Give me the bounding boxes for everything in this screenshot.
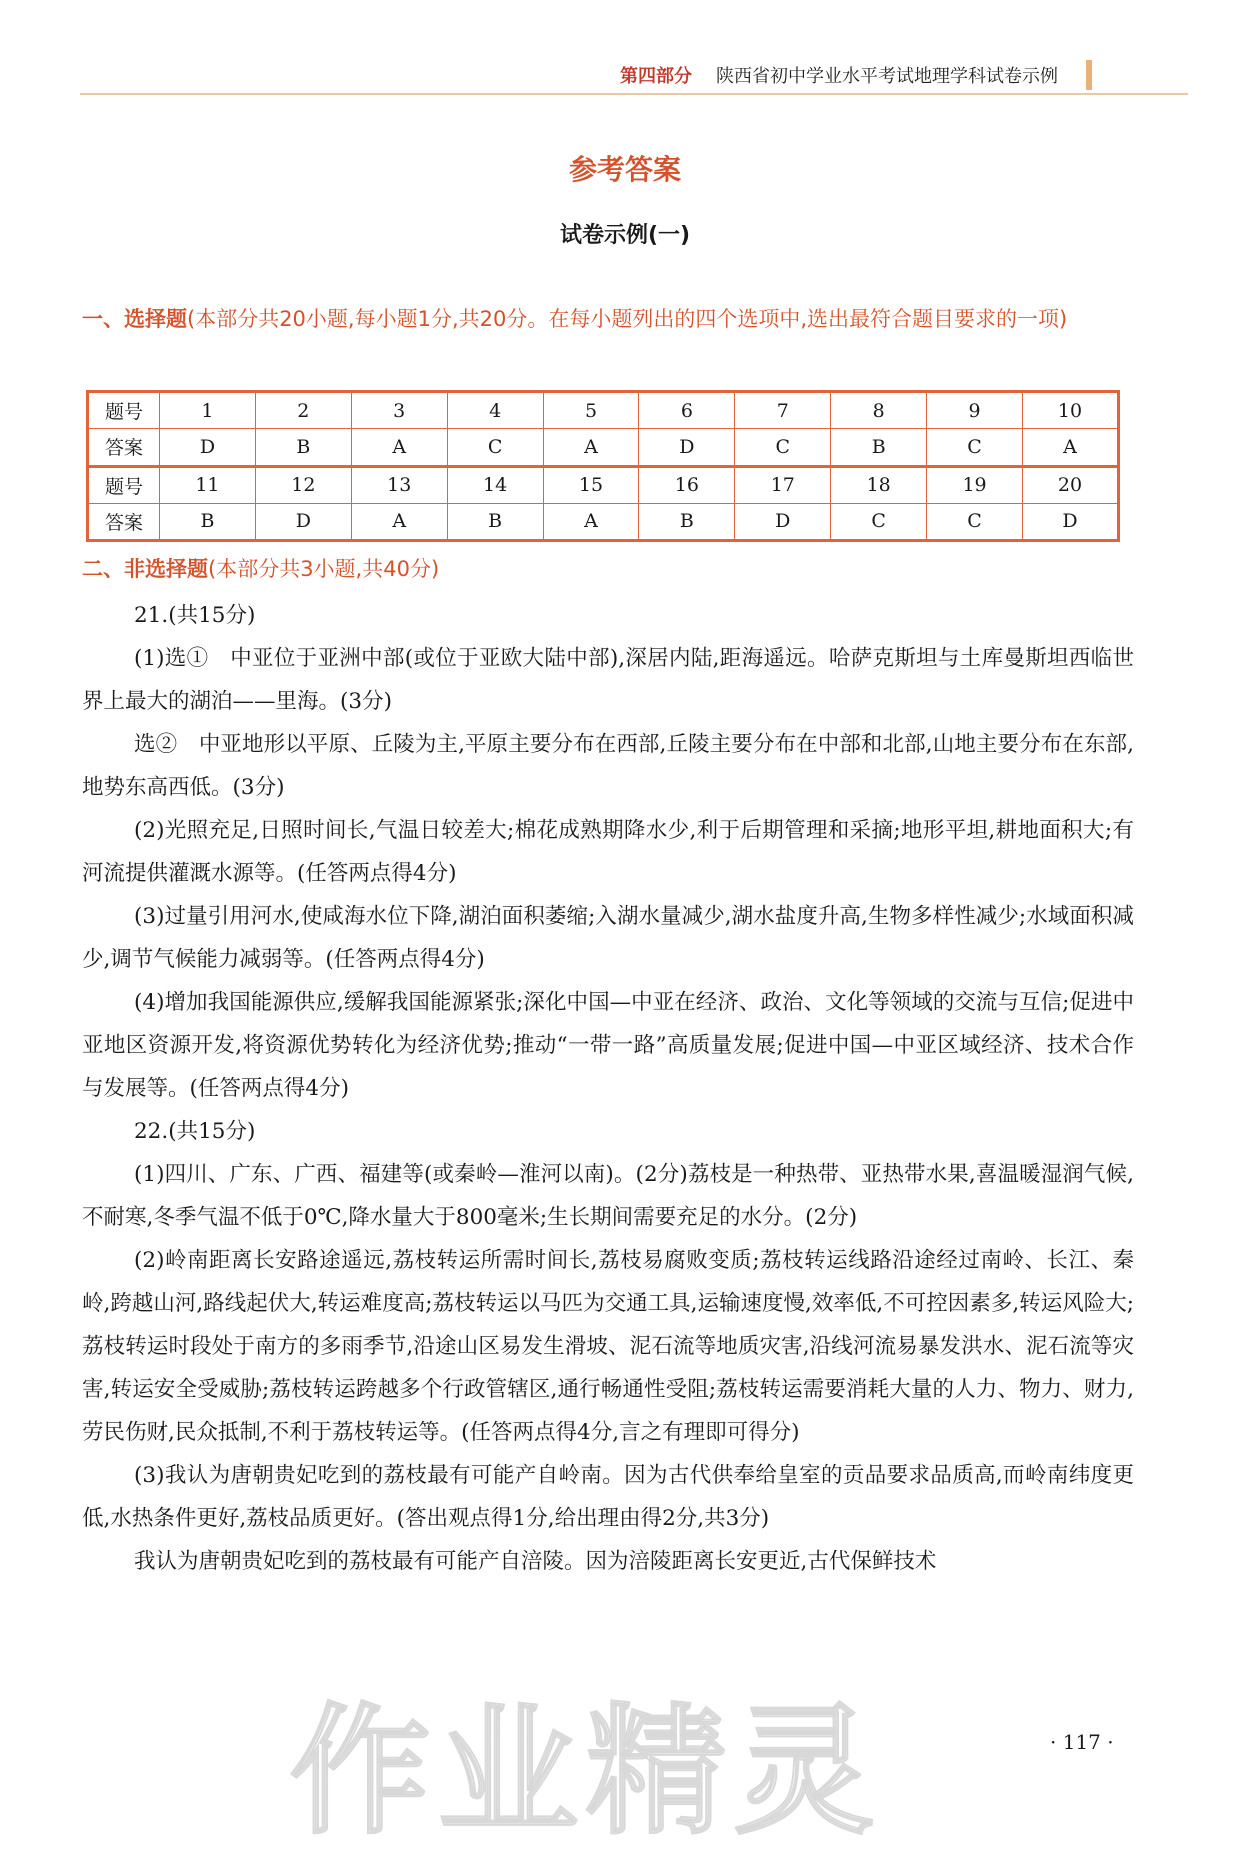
- question-number-cell: 3: [351, 392, 447, 429]
- answer-cell: C: [927, 429, 1023, 466]
- question-number-cell: 14: [447, 466, 543, 503]
- question-number-cell: 11: [160, 466, 256, 503]
- answer-paragraph: (2)岭南距离长安路途遥远,荔枝转运所需时间长,荔枝易腐败变质;荔枝转运线路沿途经过南岭、长江、秦岭,跨越山河,路线起伏大,转运难度高;荔枝转运以马匹为交通工具,运输速度慢,效率低,不可控因素多,转运风险大;荔枝转运时段处于南方的多雨季节,沿途山区易发生滑坡、泥石流等地质灾害,沿线河流易暴发洪水、泥石流等灾害,转运安全受威胁;荔枝转运跨越多个行政管辖区,通行畅通性受阻;荔枝转运需要消耗大量的人力、物力、财力,劳民伤财,民众抵制,不利于荔枝转运等。(任答两点得4分,言之有理即可得分): [82, 1248, 1134, 1445]
- answer-cell: A: [351, 503, 447, 540]
- answer-table: [86, 390, 1120, 542]
- answer-paragraph: (3)过量引用河水,使咸海水位下降,湖泊面积萎缩;入湖水量减少,湖水盐度升高,生物多样性减少;水域面积减少,调节气候能力减弱等。(任答两点得4分): [82, 904, 1134, 972]
- question-number-cell: 20: [1023, 466, 1119, 503]
- row-header-answer: 答案: [88, 503, 160, 540]
- question-number-cell: 8: [831, 392, 927, 429]
- answer-row: [88, 429, 1119, 466]
- answer-cell: B: [639, 503, 735, 540]
- question-number-cell: 10: [1023, 392, 1119, 429]
- answer-cell: A: [543, 429, 639, 466]
- answer-cell: D: [160, 429, 256, 466]
- row-header-number: 题号: [88, 466, 160, 503]
- answer-cell: B: [160, 503, 256, 540]
- question-number-cell: 12: [255, 466, 351, 503]
- page-number: · 117 ·: [1050, 1730, 1114, 1754]
- section1-label: 一、选择题: [82, 307, 187, 331]
- running-header: [620, 60, 1092, 90]
- row-header-number: 题号: [88, 392, 160, 429]
- answer-cell: D: [255, 503, 351, 540]
- question-number-cell: 19: [927, 466, 1023, 503]
- page-subtitle: 试卷示例(一): [559, 223, 691, 248]
- answer-cell: C: [447, 429, 543, 466]
- answer-paragraph: 21.(共15分): [134, 603, 256, 628]
- header-accent-bar: [1086, 60, 1092, 90]
- answer-paragraph: (1)选① 中亚位于亚洲中部(或位于亚欧大陆中部),深居内陆,距海遥远。哈萨克斯坦与土库曼斯坦西临世界上最大的湖泊——里海。(3分): [82, 646, 1134, 714]
- answer-cell: D: [735, 503, 831, 540]
- answer-cell: A: [1023, 429, 1119, 466]
- question-number-cell: 18: [831, 466, 927, 503]
- question-number-row: [88, 392, 1119, 429]
- answer-paragraph: (4)增加我国能源供应,缓解我国能源紧张;深化中国—中亚在经济、政治、文化等领域的交流与互信;促进中亚地区资源开发,将资源优势转化为经济优势;推动“一带一路”高质量发展;促进中国—中亚区域经济、技术合作与发展等。(任答两点得4分): [82, 990, 1134, 1101]
- section2-heading: [82, 548, 1132, 590]
- question-number-cell: 15: [543, 466, 639, 503]
- question-number-cell: 9: [927, 392, 1023, 429]
- watermark: 作业精灵: [290, 1691, 883, 1854]
- question-number-cell: 1: [160, 392, 256, 429]
- header-divider: [80, 93, 1188, 95]
- header-series-title: 陕西省初中学业水平考试地理学科试卷示例: [716, 66, 1058, 87]
- answer-cell: B: [255, 429, 351, 466]
- section2-note: (本部分共3小题,共40分): [208, 557, 440, 581]
- answer-paragraph: 22.(共15分): [134, 1119, 256, 1144]
- header-part: 第四部分: [620, 66, 692, 87]
- answer-cell: D: [639, 429, 735, 466]
- answer-paragraph: (3)我认为唐朝贵妃吃到的荔枝最有可能产自岭南。因为古代供奉给皇室的贡品要求品质高,而岭南纬度更低,水热条件更好,荔枝品质更好。(答出观点得1分,给出理由得2分,共3分): [82, 1463, 1134, 1531]
- answer-cell: B: [831, 429, 927, 466]
- answer-cell: B: [447, 503, 543, 540]
- section2-label: 二、非选择题: [82, 557, 208, 581]
- answer-row: [88, 503, 1119, 540]
- section1-note: (本部分共20小题,每小题1分,共20分。在每小题列出的四个选项中,选出最符合题目要求的一项): [187, 307, 1068, 331]
- question-number-cell: 17: [735, 466, 831, 503]
- question-number-cell: 5: [543, 392, 639, 429]
- answer-cell: A: [351, 429, 447, 466]
- row-header-answer: 答案: [88, 429, 160, 466]
- answer-paragraph: (1)四川、广东、广西、福建等(或秦岭—淮河以南)。(2分)荔枝是一种热带、亚热带水果,喜温暖湿润气候,不耐寒,冬季气温不低于0℃,降水量大于800毫米;生长期间需要充足的水分。(2分): [82, 1162, 1134, 1230]
- question-number-row: [88, 466, 1119, 503]
- question-number-cell: 6: [639, 392, 735, 429]
- page-title: 参考答案: [568, 153, 681, 186]
- answer-paragraph: (2)光照充足,日照时间长,气温日较差大;棉花成熟期降水少,利于后期管理和采摘;地形平坦,耕地面积大;有河流提供灌溉水源等。(任答两点得4分): [82, 818, 1134, 886]
- answer-paragraph: 我认为唐朝贵妃吃到的荔枝最有可能产自涪陵。因为涪陵距离长安更近,古代保鲜技术: [134, 1549, 937, 1574]
- question-number-cell: 16: [639, 466, 735, 503]
- question-number-cell: 13: [351, 466, 447, 503]
- section1-heading: [82, 298, 1132, 340]
- question-number-cell: 4: [447, 392, 543, 429]
- answer-cell: C: [831, 503, 927, 540]
- answer-body-text: [82, 594, 1134, 1583]
- answer-cell: C: [927, 503, 1023, 540]
- answer-cell: A: [543, 503, 639, 540]
- answer-cell: C: [735, 429, 831, 466]
- question-number-cell: 2: [255, 392, 351, 429]
- answer-paragraph: 选② 中亚地形以平原、丘陵为主,平原主要分布在西部,丘陵主要分布在中部和北部,山地主要分布在东部,地势东高西低。(3分): [82, 732, 1134, 800]
- question-number-cell: 7: [735, 392, 831, 429]
- answer-cell: D: [1023, 503, 1119, 540]
